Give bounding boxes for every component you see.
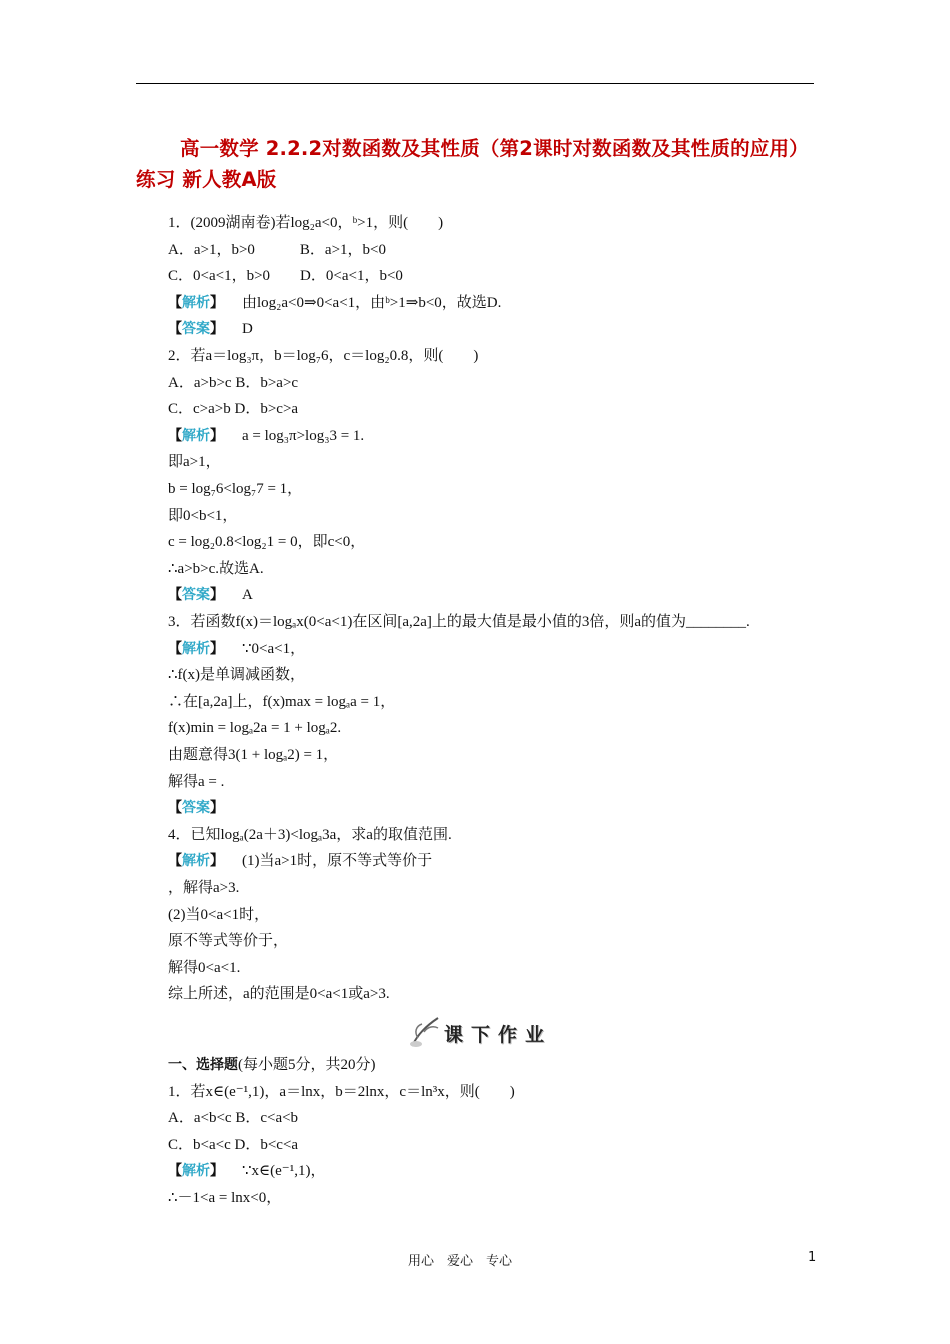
banner-title: 课下作业 <box>444 1024 553 1046</box>
exercise-line: ，解得a>3. <box>168 880 240 896</box>
exercise-line: 综上所述，a的范围是0<a<1或a>3. <box>168 986 390 1003</box>
exercise-line: ∴f(x)是单调减函数， <box>168 667 306 684</box>
tag-text: (1)当a>1时，原不等式等价于 <box>242 853 433 870</box>
homework-line: C．b<a<c D．b<c<a <box>168 1136 299 1153</box>
plant-icon <box>408 1014 448 1050</box>
exercise-line <box>168 427 364 445</box>
answer-tag: 【答案】 <box>168 321 224 338</box>
exercise-line: 4．已知logₐ(2a＋3)<logₐ3a，求a的取值范围. <box>168 826 452 843</box>
exercise-line: f(x)min = logₐ2a = 1 + logₐ2. <box>168 720 342 737</box>
exercise-line: (2)当0<a<1时， <box>168 906 270 923</box>
tag-text: A <box>242 587 253 604</box>
exercise-line <box>168 799 242 817</box>
exercise-line <box>168 852 432 870</box>
exercise-line: A．a>1，b>0 B．a>1，b<0 <box>168 241 386 258</box>
tag-text: a = log₃π>log₃3 = 1. <box>242 427 365 444</box>
exercise-line: 3．若函数f(x)＝logₐx(0<a<1)在区间[a,2a]上的最大值是最小值的3倍，则a的值为________. <box>168 614 750 630</box>
exercise-line: 原不等式等价于， <box>168 933 289 950</box>
exercise-line: ∴a>b>c.故选A. <box>168 560 264 577</box>
homework-line <box>168 1056 376 1074</box>
exercise-line <box>168 294 501 312</box>
exercise-line: 即0<b<1， <box>168 507 238 524</box>
exercise-line: 解得a = . <box>168 773 225 790</box>
exercise-line: A．a>b>c B．b>a>c <box>168 374 299 391</box>
tag-text: D <box>242 321 253 338</box>
footer-motto: 用心 爱心 专心 <box>408 1254 513 1269</box>
exercise-line: C．c>a>b D．b>c>a <box>168 401 299 418</box>
homework-line: A．a<b<c B．c<a<b <box>168 1110 299 1127</box>
exercise-line <box>168 640 305 658</box>
answer-tag: 【解析】 <box>168 294 224 311</box>
answer-tag: 【答案】 <box>168 587 224 604</box>
exercise-line <box>168 586 253 604</box>
answer-tag: 【解析】 <box>168 427 224 444</box>
answer-tag: 【解析】 <box>168 1163 224 1180</box>
exercise-line: 由题意得3(1 + logₐ2) = 1， <box>168 747 339 763</box>
exercise-line: c = log₂0.8<log₂1 = 0，即c<0， <box>168 534 366 551</box>
exercise-line: 即a>1， <box>168 454 221 471</box>
section-heading: 一、选择题 <box>168 1057 238 1073</box>
section-note: (每小题5分，共20分) <box>238 1057 376 1073</box>
tag-text: 由log₂a<0⇒0<a<1，由ᵇ>1⇒b<0，故选D. <box>242 294 502 311</box>
tag-text: ∵0<a<1， <box>242 640 306 657</box>
exercise-line: 1．(2009湖南卷)若log₂a<0，ᵇ>1，则( ) <box>168 215 444 231</box>
answer-tag: 【解析】 <box>168 853 224 870</box>
exercise-line: b = log₇6<log₇7 = 1， <box>168 481 303 497</box>
homework-line: 1．若x∈(e⁻¹,1)，a＝lnx，b＝2lnx，c＝ln³x，则( ) <box>168 1083 515 1100</box>
tag-text: ∵x∈(e⁻¹,1)， <box>242 1163 326 1180</box>
answer-tag: 【解析】 <box>168 640 224 657</box>
exercise-line: 解得0<a<1. <box>168 959 241 976</box>
exercise-line: ∴在[a,2a]上，f(x)max = logₐa = 1， <box>168 693 396 710</box>
exercise-line <box>168 320 253 338</box>
answer-tag: 【答案】 <box>168 800 224 817</box>
exercise-line: 2．若a＝log₃π，b＝log₇6，c＝log₂0.8，则( ) <box>168 348 479 364</box>
header-rule <box>136 83 814 84</box>
page-title: 高一数学 2.2.2对数函数及其性质（第2课时对数函数及其性质的应用）练习 新人教A版 <box>136 137 809 191</box>
page-number: 1 <box>808 1250 817 1265</box>
exercise-line: C．0<a<1，b>0 D．0<a<1，b<0 <box>168 268 403 285</box>
homework-banner <box>408 1014 558 1050</box>
homework-line <box>168 1162 325 1180</box>
homework-line: ∴－1<a = lnx<0， <box>168 1190 282 1206</box>
